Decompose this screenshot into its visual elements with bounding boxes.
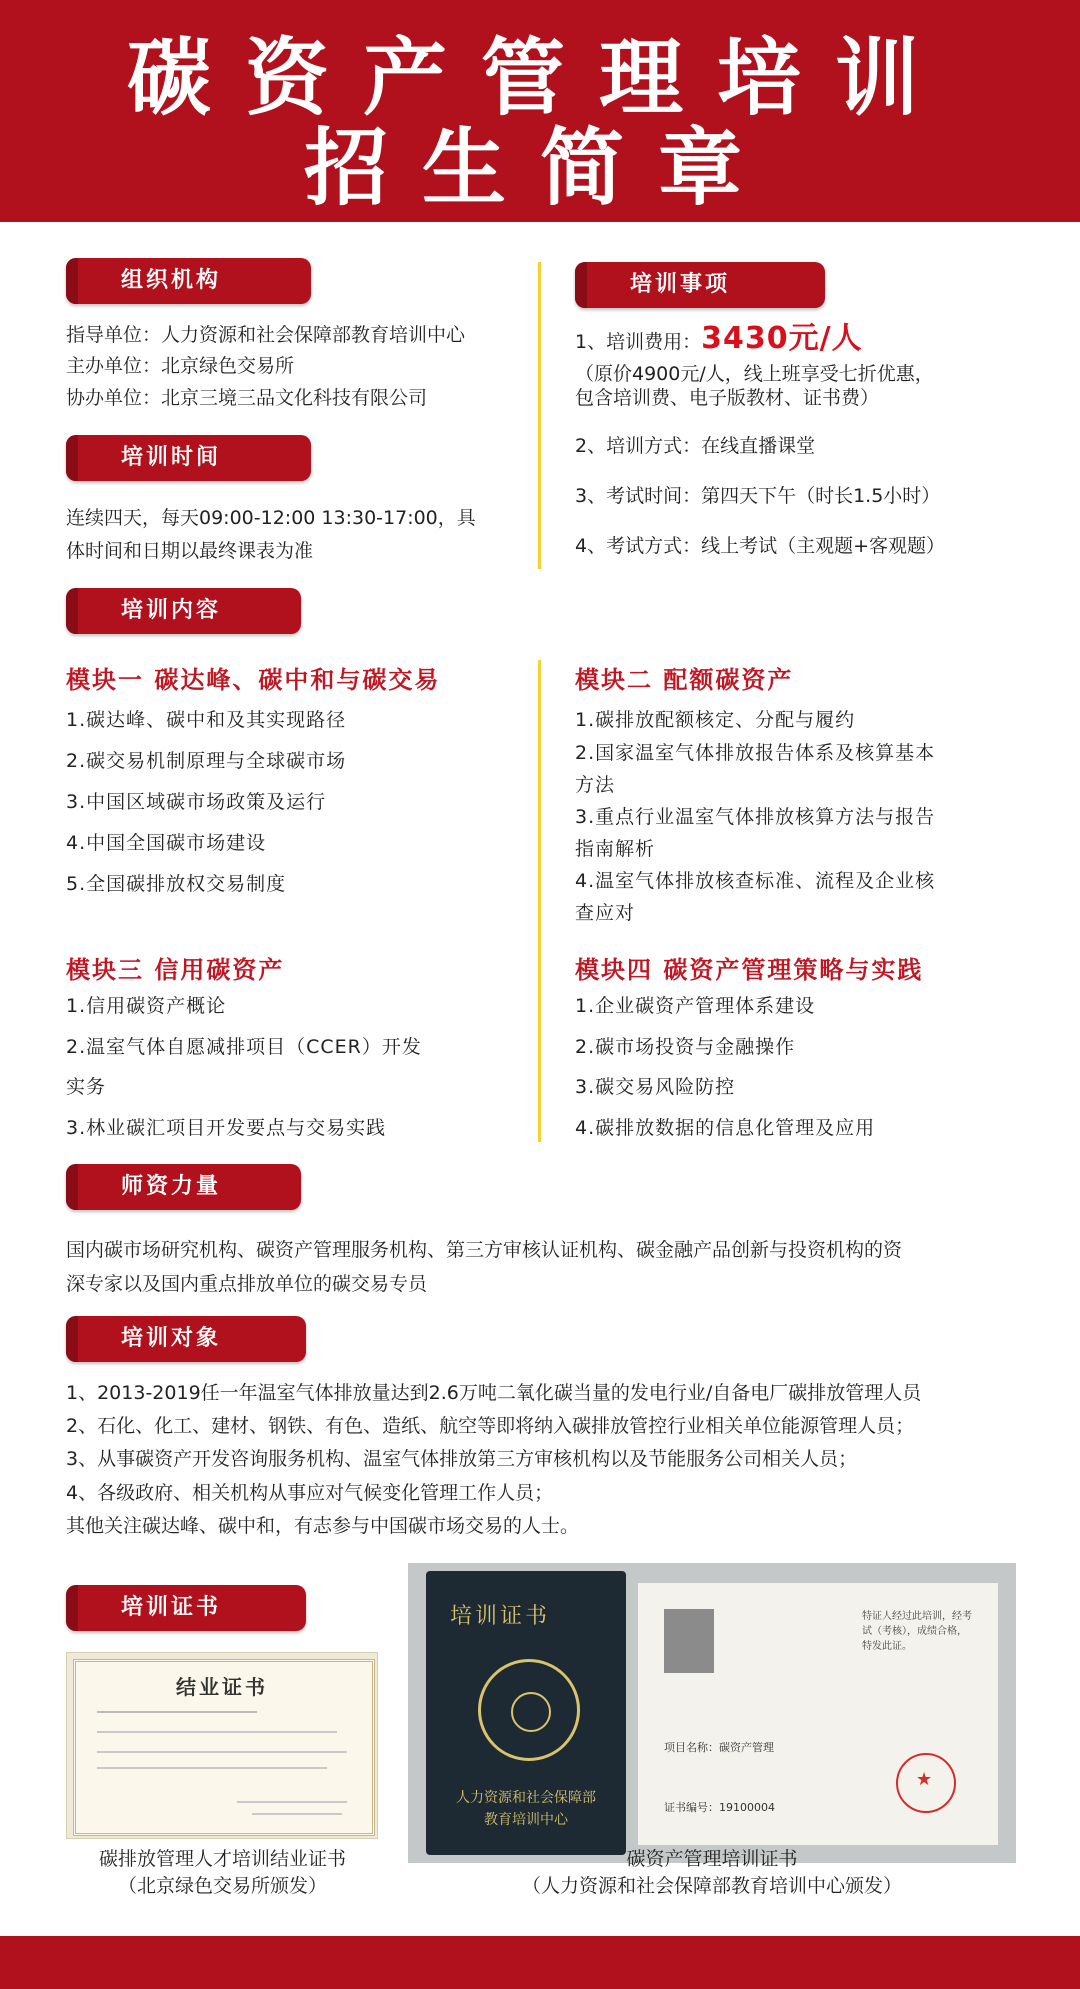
fee-note-line1: （原价4900元/人，线上班享受七折优惠， (575, 363, 934, 385)
seal-stamp-icon: ★ (896, 1753, 956, 1813)
module-item: 2.碳市场投资与金融操作 (575, 1036, 796, 1058)
teachers-line1: 国内碳市场研究机构、碳资产管理服务机构、第三方审核认证机构、碳金融产品创新与投资机构的资 (66, 1239, 903, 1261)
completion-certificate-image (66, 1652, 378, 1839)
module-item: 实务 (66, 1076, 107, 1098)
audience-line: 4、各级政府、相关机构从事应对气候变化管理工作人员； (66, 1482, 554, 1504)
matters-item: 4、考试方式：线上考试（主观题+客观题） (575, 535, 946, 557)
module-item: 3.中国区域碳市场政策及运行 (66, 791, 327, 813)
audience-line: 3、从事碳资产开发咨询服务机构、温室气体排放第三方审核机构以及节能服务公司相关人员； (66, 1448, 858, 1470)
section-header-teachers: 师资力量 (66, 1164, 301, 1210)
section-header-time: 培训时间 (66, 435, 311, 481)
certificate-doc-title: 结业证书 (176, 1675, 268, 1699)
section-header-matters: 培训事项 (575, 262, 825, 308)
module-item: 3.林业碳汇项目开发要点与交易实践 (66, 1117, 387, 1139)
cover-title: 培训证书 (450, 1604, 551, 1629)
module-item: 2.碳交易机制原理与全球碳市场 (66, 750, 347, 772)
fee-price: 3430元/人 (701, 321, 863, 356)
module-item: 1.碳排放配额核定、分配与履约 (575, 709, 856, 731)
matters-item: 2、培训方式：在线直播课堂 (575, 435, 816, 457)
audience-line: 1、2013-2019任一年温室气体排放量达到2.6万吨二氧化碳当量的发电行业/自备电厂碳排放管理人员 (66, 1382, 922, 1404)
certificate-number: 证书编号：19100004 (664, 1801, 775, 1814)
certificate-caption-line2: （北京绿色交易所颁发） (117, 1875, 327, 1897)
certificate-project: 项目名称：碳资产管理 (664, 1741, 774, 1754)
module-item: 3.碳交易风险防控 (575, 1076, 736, 1098)
module-item: 查应对 (575, 902, 636, 924)
fee-note-line2: 包含培训费、电子版教材、证书费） (575, 387, 880, 409)
module-title: 模块四 碳资产管理策略与实践 (575, 956, 924, 984)
column-divider (538, 262, 541, 569)
module-title: 模块一 碳达峰、碳中和与碳交易 (66, 666, 441, 694)
certificate-cover (426, 1571, 626, 1855)
module-item: 5.全国碳排放权交易制度 (66, 873, 287, 895)
page-subtitle: 招生简章 (303, 119, 776, 217)
page-title: 碳资产管理培训 (126, 29, 953, 127)
section-header-org: 组织机构 (66, 258, 311, 304)
certificate-page-text: 特证人经过此培训，经考试（考核），成绩合格，特发此证。 (862, 1611, 972, 1652)
teachers-line2: 深专家以及国内重点排放单位的碳交易专员 (66, 1273, 428, 1295)
module-item: 1.碳达峰、碳中和及其实现路径 (66, 709, 347, 731)
module-item: 3.重点行业温室气体排放核算方法与报告 (575, 806, 936, 828)
section-header-content: 培训内容 (66, 588, 301, 634)
cover-issuer-line2: 教育培训中心 (484, 1812, 568, 1828)
header-banner (0, 0, 1080, 222)
module-item: 方法 (575, 774, 616, 796)
org-line: 指导单位：人力资源和社会保障部教育培训中心 (66, 324, 466, 346)
module-title: 模块三 信用碳资产 (66, 956, 285, 984)
time-text-line2: 体时间和日期以最终课表为准 (66, 540, 314, 562)
emblem-icon (478, 1659, 580, 1761)
module-item: 2.温室气体自愿减排项目（CCER）开发 (66, 1036, 422, 1058)
module-item: 4.中国全国碳市场建设 (66, 832, 267, 854)
module-item: 4.碳排放数据的信息化管理及应用 (575, 1117, 876, 1139)
module-title: 模块二 配额碳资产 (575, 666, 794, 694)
cover-issuer-line1: 人力资源和社会保障部 (456, 1790, 596, 1806)
time-text-line1: 连续四天，每天09:00-12:00 13:30-17:00，具 (66, 507, 476, 529)
certificate-caption-line1: 碳资产管理培训证书 (626, 1848, 798, 1870)
org-line: 协办单位：北京三境三品文化科技有限公司 (66, 387, 428, 409)
fee-line (575, 321, 863, 356)
audience-line: 2、石化、化工、建材、钢铁、有色、造纸、航空等即将纳入碳排放管控行业相关单位能源管理人员； (66, 1415, 915, 1437)
certificate-inner-page (638, 1583, 998, 1845)
certificate-caption-line1: 碳排放管理人才培训结业证书 (98, 1848, 346, 1870)
column-divider (538, 660, 541, 1142)
photo (664, 1609, 714, 1673)
module-item: 1.企业碳资产管理体系建设 (575, 995, 816, 1017)
section-header-certificate: 培训证书 (66, 1585, 306, 1631)
module-item: 指南解析 (575, 838, 656, 860)
certificate-caption-line2: （人力资源和社会保障部教育培训中心颁发） (521, 1875, 902, 1897)
training-certificate-image (408, 1563, 1016, 1863)
section-header-audience: 培训对象 (66, 1316, 306, 1362)
footer-bar (0, 1936, 1080, 1989)
org-line: 主办单位：北京绿色交易所 (66, 355, 295, 377)
audience-line: 其他关注碳达峰、碳中和，有志参与中国碳市场交易的人士。 (66, 1515, 580, 1537)
module-item: 2.国家温室气体排放报告体系及核算基本 (575, 742, 936, 764)
module-item: 4.温室气体排放核查标准、流程及企业核 (575, 870, 936, 892)
matters-item: 3、考试时间：第四天下午（时长1.5小时） (575, 485, 941, 507)
module-item: 1.信用碳资产概论 (66, 995, 227, 1017)
fee-prefix: 1、培训费用： (575, 331, 702, 353)
